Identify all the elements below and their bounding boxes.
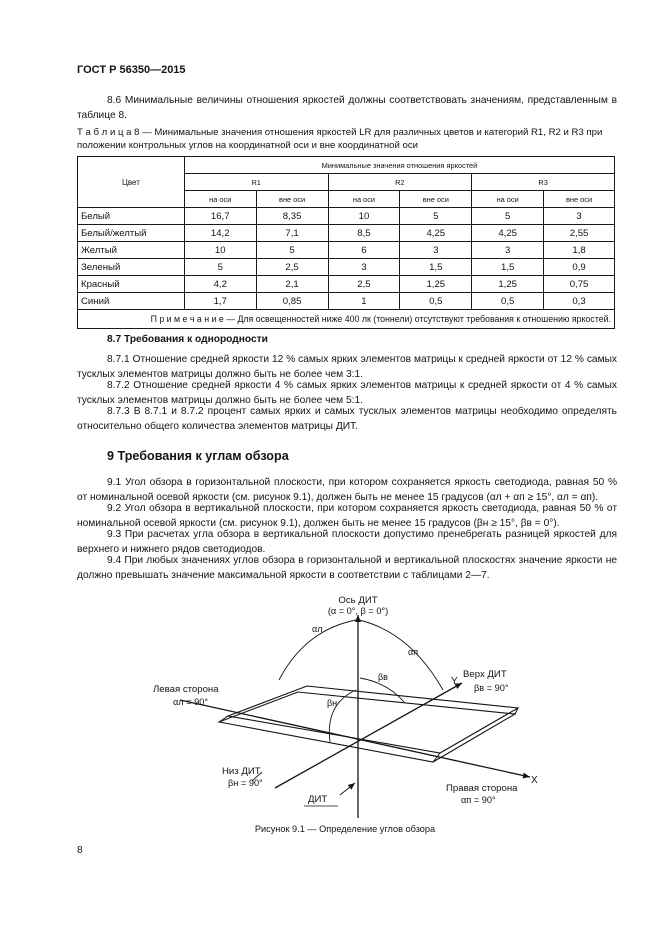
heading-8-7: 8.7 Требования к однородности <box>107 334 268 345</box>
beta-bottom-label: βн <box>327 698 338 708</box>
alpha-left-label: αл <box>312 624 323 634</box>
cell-value: 1,5 <box>472 259 544 276</box>
cell-value: 7,1 <box>256 225 328 242</box>
cell-value: 0,75 <box>544 276 615 293</box>
dit-axis-title: Ось ДИТ <box>338 595 378 606</box>
subheader-on-axis: на оси <box>472 191 544 208</box>
row-color: Зеленый <box>78 259 185 276</box>
table-row <box>78 259 615 276</box>
cell-value: 8,35 <box>256 208 328 225</box>
cell-value: 1,25 <box>472 276 544 293</box>
cell-value: 5 <box>400 208 472 225</box>
cell-value: 5 <box>256 242 328 259</box>
table-row <box>78 225 615 242</box>
top-title: Верх ДИТ <box>463 669 507 680</box>
paragraph-9-2: 9.2 Угол обзора в вертикальной плоскости, при котором сохраняется яркость светодиода, равная 50 % от номинальной осевой яркости (см. рисунок 9.1), должен быть не менее 15 градусов (βн ≥ 15°, βв = 0°). <box>77 503 617 529</box>
cell-value: 1,5 <box>400 259 472 276</box>
cell-value: 0,3 <box>544 293 615 310</box>
beta-top-label: βв <box>378 672 388 682</box>
header-category-r1: R1 <box>184 174 328 191</box>
paragraph-8-7-3: 8.7.3 В 8.7.1 и 8.7.2 процент самых ярких и самых тусклых элементов матрицы необходимо определять относительно общего количества элементов матрицы ДИТ. <box>77 406 617 432</box>
row-color: Белый/желтый <box>78 225 185 242</box>
cell-value: 16,7 <box>184 208 256 225</box>
figure-caption: Рисунок 9.1 — Определение углов обзора <box>254 824 436 834</box>
row-color: Красный <box>78 276 185 293</box>
table-caption-text: Минимальные значения отношения яркостей LR для различных цветов и категорий R1, R2 и R3 при положении контрольных углов на координатной оси и вне координатной оси <box>77 127 603 151</box>
table-row <box>78 208 615 225</box>
table-note: П р и м е ч а н и е — Для освещенностей ниже 400 лк (тоннели) отсутствуют требования к отношению яркостей. <box>78 310 615 329</box>
paragraph-8-6: 8.6 Минимальные величины отношения яркостей должны соответствовать значениям, представленным в таблице 8. <box>77 95 617 121</box>
table-caption-lead: Т а б л и ц а 8 — <box>77 127 155 138</box>
cell-value: 8,5 <box>328 225 400 242</box>
row-color: Желтый <box>78 242 185 259</box>
subheader-on-axis: на оси <box>328 191 400 208</box>
cell-value: 5 <box>184 259 256 276</box>
cell-value: 4,25 <box>400 225 472 242</box>
header-group: Минимальные значения отношения яркостей <box>184 157 614 174</box>
viewing-angle-figure <box>0 580 661 842</box>
paragraph-8-7-1: 8.7.1 Отношение средней яркости 12 % самых ярких элементов матрицы к средней яркости от 12 % самых тусклых элементов матрицы должно быть не более чем 3:1. <box>77 354 617 380</box>
row-color: Синий <box>78 293 185 310</box>
paragraph-9-4: 9.4 При любых значениях углов обзора в горизонтальной и вертикальной плоскостях значение яркости не должно превышать значение максимальной яркости в соответствии с таблицами 2—7. <box>77 555 617 581</box>
cell-value: 3 <box>400 242 472 259</box>
x-axis-label: X <box>531 775 538 786</box>
paragraph-9-1: 9.1 Угол обзора в горизонтальной плоскости, при котором сохраняется яркость светодиода, равная 50 % от номинальной осевой яркости (см. рисунок 9.1), должен быть не менее 15 градусов (αл + αп ≥ 15°, αл = αп). <box>77 477 617 503</box>
display-panel <box>219 686 518 762</box>
cell-value: 10 <box>184 242 256 259</box>
cell-value: 3 <box>544 208 615 225</box>
right-side-angle: αп = 90° <box>461 795 496 805</box>
cell-value: 14,2 <box>184 225 256 242</box>
cell-value: 10 <box>328 208 400 225</box>
cell-value: 6 <box>328 242 400 259</box>
table-row <box>78 276 615 293</box>
subheader-off-axis: вне оси <box>400 191 472 208</box>
subheader-off-axis: вне оси <box>544 191 615 208</box>
table-row <box>78 293 615 310</box>
dit-label: ДИТ <box>308 794 328 805</box>
alpha-right-label: αп <box>408 647 419 657</box>
cell-value: 0,9 <box>544 259 615 276</box>
cell-value: 1,8 <box>544 242 615 259</box>
heading-9: 9 Требования к углам обзора <box>107 449 289 463</box>
page-number: 8 <box>77 845 83 856</box>
row-color: Белый <box>78 208 185 225</box>
right-side-title: Правая сторона <box>446 783 518 794</box>
left-side-title: Левая сторона <box>153 684 219 695</box>
cell-value: 0,5 <box>400 293 472 310</box>
table-row <box>78 242 615 259</box>
cell-value: 5 <box>472 208 544 225</box>
bottom-title: Низ ДИТ <box>222 766 261 777</box>
table-note-row <box>78 310 615 329</box>
cell-value: 2,1 <box>256 276 328 293</box>
cell-value: 4,25 <box>472 225 544 242</box>
document-code: ГОСТ Р 56350—2015 <box>77 64 186 76</box>
header-category-r3: R3 <box>472 174 615 191</box>
cell-value: 2,5 <box>328 276 400 293</box>
subheader-on-axis: на оси <box>184 191 256 208</box>
header-category-r2: R2 <box>328 174 472 191</box>
table-caption <box>77 126 617 152</box>
cell-value: 3 <box>328 259 400 276</box>
cell-value: 1,7 <box>184 293 256 310</box>
subheader-off-axis: вне оси <box>256 191 328 208</box>
bottom-angle: βн = 90° <box>228 778 263 788</box>
cell-value: 1 <box>328 293 400 310</box>
cell-value: 0,85 <box>256 293 328 310</box>
dit-leader <box>340 783 355 795</box>
cell-value: 4,2 <box>184 276 256 293</box>
cell-value: 2,5 <box>256 259 328 276</box>
table-header-row <box>78 157 615 174</box>
cell-value: 0,5 <box>472 293 544 310</box>
paragraph-8-7-2: 8.7.2 Отношение средней яркости 4 % самых ярких элементов матрицы к средней яркости от 4 % самых тусклых элементов матрицы должно быть не более чем 5:1. <box>77 380 617 406</box>
cell-value: 1,25 <box>400 276 472 293</box>
dit-axis-subtitle: (α = 0°, β = 0°) <box>327 606 389 616</box>
luminance-ratio-table <box>77 156 615 329</box>
cell-value: 2,55 <box>544 225 615 242</box>
left-side-angle: αл = 90° <box>173 697 209 707</box>
paragraph-9-3: 9.3 При расчетах угла обзора в вертикальной плоскости допустимо пренебрегать разницей яркостей для верхнего и нижнего рядов светодиодов. <box>77 529 617 555</box>
cell-value: 3 <box>472 242 544 259</box>
top-angle: βв = 90° <box>474 683 509 693</box>
y-axis-label: Y <box>451 676 458 687</box>
alpha-right-arc <box>359 620 443 690</box>
header-color: Цвет <box>78 157 185 208</box>
